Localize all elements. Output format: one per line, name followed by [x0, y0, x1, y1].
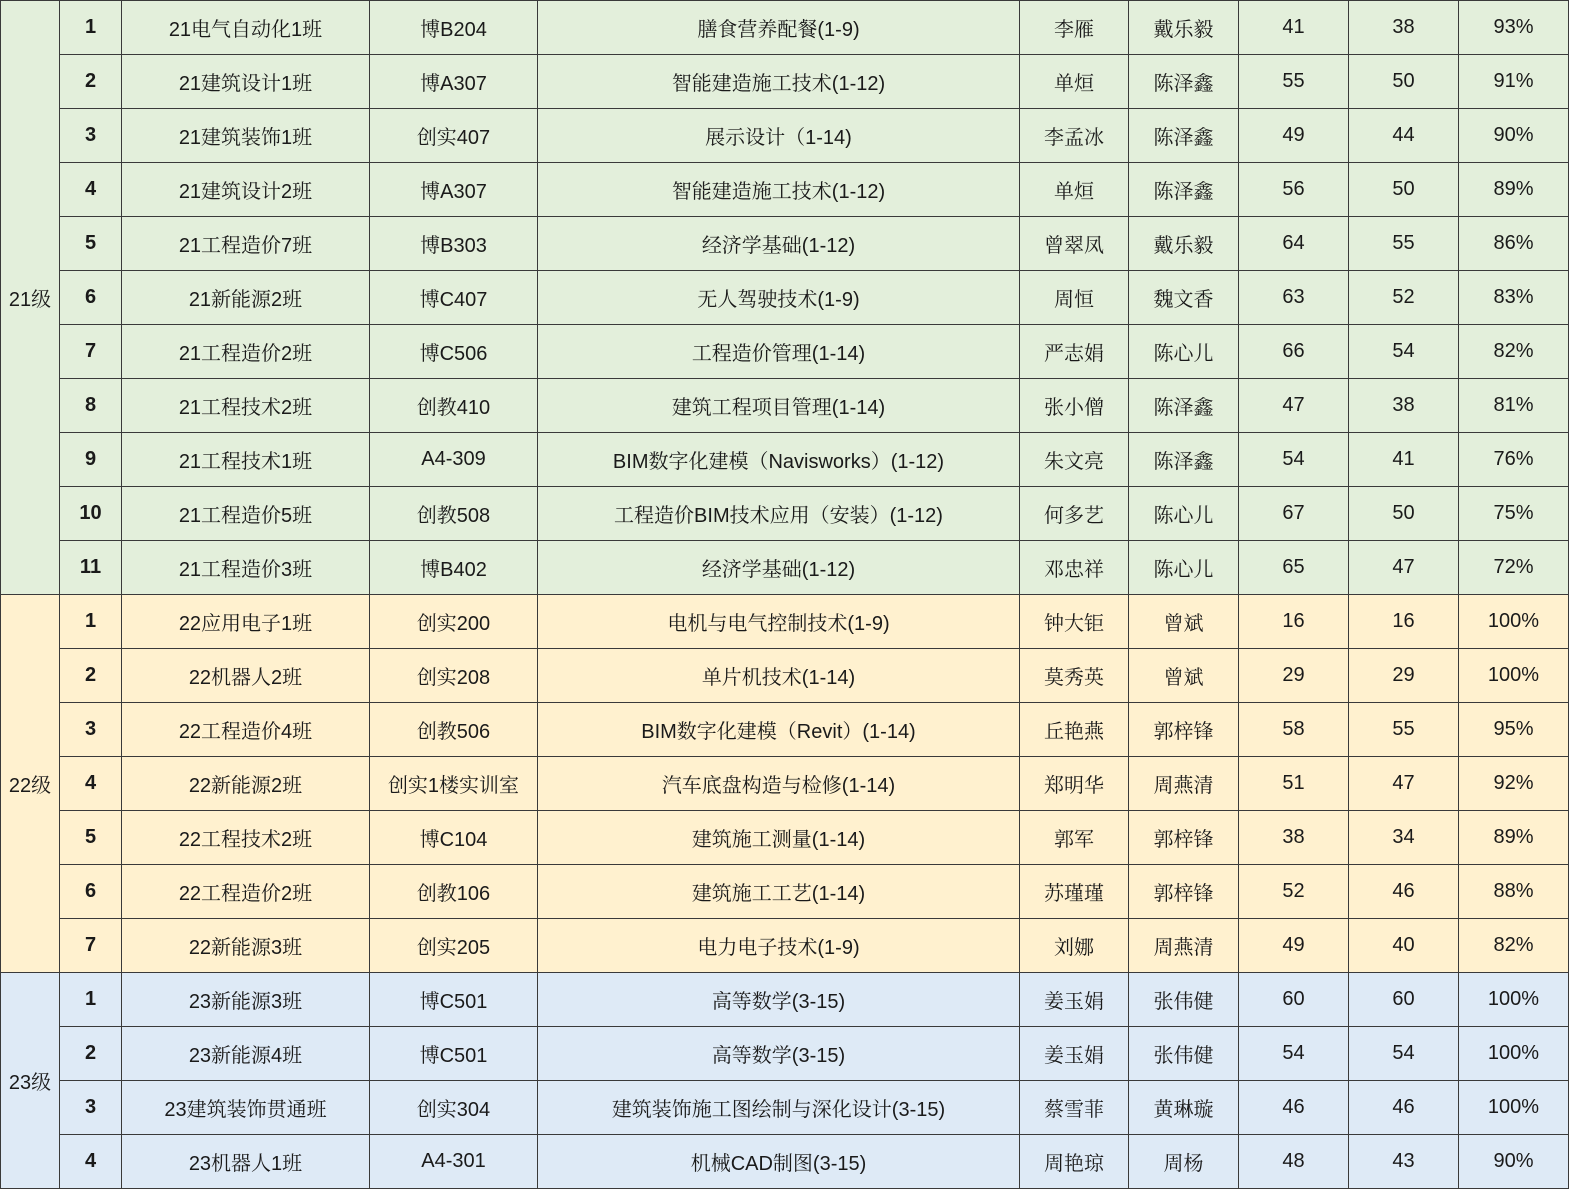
supervisor-cell: 周燕清	[1129, 757, 1239, 811]
course-cell: 电机与电气控制技术(1-9)	[538, 595, 1020, 649]
supervisor-cell: 陈心儿	[1129, 541, 1239, 595]
enrolled-count-cell: 47	[1239, 379, 1349, 433]
teacher-cell: 李孟冰	[1020, 109, 1129, 163]
course-cell: 工程造价管理(1-14)	[538, 325, 1020, 379]
room-cell: 博C501	[370, 1027, 538, 1081]
row-number-cell: 3	[60, 1081, 122, 1135]
present-count-cell: 54	[1349, 1027, 1459, 1081]
attendance-rate-cell: 83%	[1459, 271, 1569, 325]
teacher-cell: 张小僧	[1020, 379, 1129, 433]
attendance-rate-cell: 90%	[1459, 1135, 1569, 1189]
room-cell: 博C501	[370, 973, 538, 1027]
row-number-cell: 1	[60, 973, 122, 1027]
enrolled-count-cell: 48	[1239, 1135, 1349, 1189]
present-count-cell: 54	[1349, 325, 1459, 379]
course-cell: 建筑工程项目管理(1-14)	[538, 379, 1020, 433]
class-name-cell: 21工程造价3班	[122, 541, 370, 595]
class-name-cell: 21建筑设计1班	[122, 55, 370, 109]
table-row	[1, 55, 1569, 109]
course-cell: BIM数字化建模（Revit）(1-14)	[538, 703, 1020, 757]
enrolled-count-cell: 54	[1239, 1027, 1349, 1081]
present-count-cell: 60	[1349, 973, 1459, 1027]
table-row	[1, 1027, 1569, 1081]
present-count-cell: 38	[1349, 1, 1459, 55]
course-cell: 工程造价BIM技术应用（安装）(1-12)	[538, 487, 1020, 541]
teacher-cell: 苏瑾瑾	[1020, 865, 1129, 919]
table-body	[1, 1, 1569, 1189]
row-number-cell: 4	[60, 163, 122, 217]
attendance-rate-cell: 100%	[1459, 973, 1569, 1027]
table-row	[1, 109, 1569, 163]
row-number-cell: 8	[60, 379, 122, 433]
present-count-cell: 50	[1349, 55, 1459, 109]
supervisor-cell: 张伟健	[1129, 1027, 1239, 1081]
room-cell: A4-301	[370, 1135, 538, 1189]
supervisor-cell: 郭梓锋	[1129, 811, 1239, 865]
attendance-rate-cell: 89%	[1459, 811, 1569, 865]
supervisor-cell: 陈泽鑫	[1129, 433, 1239, 487]
room-cell: 创实1楼实训室	[370, 757, 538, 811]
enrolled-count-cell: 41	[1239, 1, 1349, 55]
enrolled-count-cell: 63	[1239, 271, 1349, 325]
room-cell: 博C104	[370, 811, 538, 865]
present-count-cell: 46	[1349, 1081, 1459, 1135]
table-row	[1, 163, 1569, 217]
attendance-rate-cell: 93%	[1459, 1, 1569, 55]
class-name-cell: 21工程造价5班	[122, 487, 370, 541]
present-count-cell: 50	[1349, 163, 1459, 217]
class-name-cell: 21建筑装饰1班	[122, 109, 370, 163]
table-row	[1, 703, 1569, 757]
teacher-cell: 丘艳燕	[1020, 703, 1129, 757]
supervisor-cell: 曾斌	[1129, 649, 1239, 703]
supervisor-cell: 陈泽鑫	[1129, 55, 1239, 109]
class-name-cell: 22新能源2班	[122, 757, 370, 811]
room-cell: 创教410	[370, 379, 538, 433]
row-number-cell: 3	[60, 703, 122, 757]
class-name-cell: 21工程造价7班	[122, 217, 370, 271]
enrolled-count-cell: 56	[1239, 163, 1349, 217]
table-row	[1, 217, 1569, 271]
row-number-cell: 6	[60, 271, 122, 325]
teacher-cell: 莫秀英	[1020, 649, 1129, 703]
present-count-cell: 55	[1349, 703, 1459, 757]
supervisor-cell: 张伟健	[1129, 973, 1239, 1027]
room-cell: 创实208	[370, 649, 538, 703]
course-cell: 展示设计（1-14)	[538, 109, 1020, 163]
row-number-cell: 2	[60, 1027, 122, 1081]
teacher-cell: 单烜	[1020, 55, 1129, 109]
supervisor-cell: 戴乐毅	[1129, 1, 1239, 55]
row-number-cell: 7	[60, 919, 122, 973]
room-cell: 创实200	[370, 595, 538, 649]
table-row	[1, 649, 1569, 703]
teacher-cell: 朱文亮	[1020, 433, 1129, 487]
attendance-rate-cell: 72%	[1459, 541, 1569, 595]
class-name-cell: 22机器人2班	[122, 649, 370, 703]
attendance-rate-cell: 88%	[1459, 865, 1569, 919]
room-cell: 创实407	[370, 109, 538, 163]
attendance-rate-cell: 75%	[1459, 487, 1569, 541]
class-name-cell: 23新能源4班	[122, 1027, 370, 1081]
course-cell: 智能建造施工技术(1-12)	[538, 163, 1020, 217]
attendance-rate-cell: 90%	[1459, 109, 1569, 163]
room-cell: 创实304	[370, 1081, 538, 1135]
teacher-cell: 郭军	[1020, 811, 1129, 865]
class-name-cell: 23机器人1班	[122, 1135, 370, 1189]
enrolled-count-cell: 67	[1239, 487, 1349, 541]
enrolled-count-cell: 54	[1239, 433, 1349, 487]
course-cell: 建筑施工测量(1-14)	[538, 811, 1020, 865]
teacher-cell: 严志娟	[1020, 325, 1129, 379]
teacher-cell: 邓忠祥	[1020, 541, 1129, 595]
present-count-cell: 50	[1349, 487, 1459, 541]
row-number-cell: 3	[60, 109, 122, 163]
course-cell: 膳食营养配餐(1-9)	[538, 1, 1020, 55]
room-cell: 博B204	[370, 1, 538, 55]
present-count-cell: 55	[1349, 217, 1459, 271]
teacher-cell: 何多艺	[1020, 487, 1129, 541]
row-number-cell: 2	[60, 649, 122, 703]
class-name-cell: 22工程技术2班	[122, 811, 370, 865]
enrolled-count-cell: 66	[1239, 325, 1349, 379]
present-count-cell: 43	[1349, 1135, 1459, 1189]
row-number-cell: 1	[60, 595, 122, 649]
course-cell: 电力电子技术(1-9)	[538, 919, 1020, 973]
course-cell: 高等数学(3-15)	[538, 973, 1020, 1027]
course-cell: 经济学基础(1-12)	[538, 217, 1020, 271]
supervisor-cell: 陈心儿	[1129, 325, 1239, 379]
course-cell: 汽车底盘构造与检修(1-14)	[538, 757, 1020, 811]
supervisor-cell: 郭梓锋	[1129, 703, 1239, 757]
present-count-cell: 38	[1349, 379, 1459, 433]
enrolled-count-cell: 58	[1239, 703, 1349, 757]
teacher-cell: 曾翠凤	[1020, 217, 1129, 271]
row-number-cell: 4	[60, 757, 122, 811]
enrolled-count-cell: 51	[1239, 757, 1349, 811]
room-cell: 创教106	[370, 865, 538, 919]
supervisor-cell: 陈泽鑫	[1129, 379, 1239, 433]
attendance-rate-cell: 82%	[1459, 325, 1569, 379]
course-cell: 建筑装饰施工图绘制与深化设计(3-15)	[538, 1081, 1020, 1135]
class-name-cell: 23建筑装饰贯通班	[122, 1081, 370, 1135]
row-number-cell: 6	[60, 865, 122, 919]
attendance-rate-cell: 76%	[1459, 433, 1569, 487]
table-row	[1, 865, 1569, 919]
table-row	[1, 1135, 1569, 1189]
course-cell: 建筑施工工艺(1-14)	[538, 865, 1020, 919]
course-cell: 单片机技术(1-14)	[538, 649, 1020, 703]
room-cell: 创教508	[370, 487, 538, 541]
enrolled-count-cell: 49	[1239, 919, 1349, 973]
room-cell: 博B303	[370, 217, 538, 271]
course-cell: 智能建造施工技术(1-12)	[538, 55, 1020, 109]
row-number-cell: 5	[60, 811, 122, 865]
table-row	[1, 811, 1569, 865]
room-cell: 博B402	[370, 541, 538, 595]
class-name-cell: 22应用电子1班	[122, 595, 370, 649]
enrolled-count-cell: 49	[1239, 109, 1349, 163]
table-row	[1, 757, 1569, 811]
present-count-cell: 40	[1349, 919, 1459, 973]
present-count-cell: 52	[1349, 271, 1459, 325]
class-name-cell: 21工程技术2班	[122, 379, 370, 433]
enrolled-count-cell: 16	[1239, 595, 1349, 649]
teacher-cell: 刘娜	[1020, 919, 1129, 973]
present-count-cell: 46	[1349, 865, 1459, 919]
table-row	[1, 919, 1569, 973]
course-cell: 机械CAD制图(3-15)	[538, 1135, 1020, 1189]
teacher-cell: 周恒	[1020, 271, 1129, 325]
teacher-cell: 李雁	[1020, 1, 1129, 55]
room-cell: 创实205	[370, 919, 538, 973]
grade-label: 22级	[1, 595, 60, 973]
table-row	[1, 325, 1569, 379]
attendance-rate-cell: 91%	[1459, 55, 1569, 109]
attendance-rate-cell: 100%	[1459, 595, 1569, 649]
present-count-cell: 29	[1349, 649, 1459, 703]
row-number-cell: 7	[60, 325, 122, 379]
attendance-rate-cell: 89%	[1459, 163, 1569, 217]
row-number-cell: 9	[60, 433, 122, 487]
attendance-rate-cell: 95%	[1459, 703, 1569, 757]
enrolled-count-cell: 55	[1239, 55, 1349, 109]
teacher-cell: 姜玉娟	[1020, 1027, 1129, 1081]
supervisor-cell: 周燕清	[1129, 919, 1239, 973]
present-count-cell: 47	[1349, 541, 1459, 595]
teacher-cell: 钟大钜	[1020, 595, 1129, 649]
grade-label: 23级	[1, 973, 60, 1189]
enrolled-count-cell: 65	[1239, 541, 1349, 595]
course-cell: BIM数字化建模（Navisworks）(1-12)	[538, 433, 1020, 487]
course-cell: 高等数学(3-15)	[538, 1027, 1020, 1081]
present-count-cell: 16	[1349, 595, 1459, 649]
course-cell: 经济学基础(1-12)	[538, 541, 1020, 595]
table-row	[1, 379, 1569, 433]
enrolled-count-cell: 38	[1239, 811, 1349, 865]
supervisor-cell: 陈泽鑫	[1129, 163, 1239, 217]
enrolled-count-cell: 60	[1239, 973, 1349, 1027]
supervisor-cell: 陈泽鑫	[1129, 109, 1239, 163]
course-cell: 无人驾驶技术(1-9)	[538, 271, 1020, 325]
table-row	[1, 433, 1569, 487]
row-number-cell: 1	[60, 1, 122, 55]
class-name-cell: 22新能源3班	[122, 919, 370, 973]
row-number-cell: 5	[60, 217, 122, 271]
present-count-cell: 41	[1349, 433, 1459, 487]
class-name-cell: 22工程造价2班	[122, 865, 370, 919]
supervisor-cell: 陈心儿	[1129, 487, 1239, 541]
class-name-cell: 21电气自动化1班	[122, 1, 370, 55]
teacher-cell: 周艳琼	[1020, 1135, 1129, 1189]
teacher-cell: 姜玉娟	[1020, 973, 1129, 1027]
room-cell: 博A307	[370, 163, 538, 217]
attendance-rate-cell: 92%	[1459, 757, 1569, 811]
supervisor-cell: 周杨	[1129, 1135, 1239, 1189]
grade-label: 21级	[1, 1, 60, 595]
table-row	[1, 1, 1569, 55]
table-row	[1, 487, 1569, 541]
table-row	[1, 1081, 1569, 1135]
teacher-cell: 单烜	[1020, 163, 1129, 217]
enrolled-count-cell: 29	[1239, 649, 1349, 703]
attendance-rate-cell: 81%	[1459, 379, 1569, 433]
room-cell: 博C506	[370, 325, 538, 379]
enrolled-count-cell: 46	[1239, 1081, 1349, 1135]
class-name-cell: 22工程造价4班	[122, 703, 370, 757]
table-row	[1, 271, 1569, 325]
room-cell: A4-309	[370, 433, 538, 487]
supervisor-cell: 黄琳璇	[1129, 1081, 1239, 1135]
room-cell: 博A307	[370, 55, 538, 109]
class-name-cell: 21工程技术1班	[122, 433, 370, 487]
row-number-cell: 4	[60, 1135, 122, 1189]
supervisor-cell: 戴乐毅	[1129, 217, 1239, 271]
present-count-cell: 44	[1349, 109, 1459, 163]
supervisor-cell: 郭梓锋	[1129, 865, 1239, 919]
attendance-rate-cell: 100%	[1459, 649, 1569, 703]
present-count-cell: 34	[1349, 811, 1459, 865]
row-number-cell: 11	[60, 541, 122, 595]
table-row	[1, 973, 1569, 1027]
table-row	[1, 541, 1569, 595]
room-cell: 创教506	[370, 703, 538, 757]
class-name-cell: 21新能源2班	[122, 271, 370, 325]
class-name-cell: 21建筑设计2班	[122, 163, 370, 217]
enrolled-count-cell: 64	[1239, 217, 1349, 271]
teacher-cell: 郑明华	[1020, 757, 1129, 811]
teacher-cell: 蔡雪菲	[1020, 1081, 1129, 1135]
attendance-rate-cell: 82%	[1459, 919, 1569, 973]
supervisor-cell: 魏文香	[1129, 271, 1239, 325]
attendance-rate-cell: 86%	[1459, 217, 1569, 271]
enrolled-count-cell: 52	[1239, 865, 1349, 919]
supervisor-cell: 曾斌	[1129, 595, 1239, 649]
attendance-rate-cell: 100%	[1459, 1027, 1569, 1081]
table-row	[1, 595, 1569, 649]
class-name-cell: 23新能源3班	[122, 973, 370, 1027]
attendance-rate-cell: 100%	[1459, 1081, 1569, 1135]
room-cell: 博C407	[370, 271, 538, 325]
row-number-cell: 2	[60, 55, 122, 109]
row-number-cell: 10	[60, 487, 122, 541]
present-count-cell: 47	[1349, 757, 1459, 811]
class-name-cell: 21工程造价2班	[122, 325, 370, 379]
